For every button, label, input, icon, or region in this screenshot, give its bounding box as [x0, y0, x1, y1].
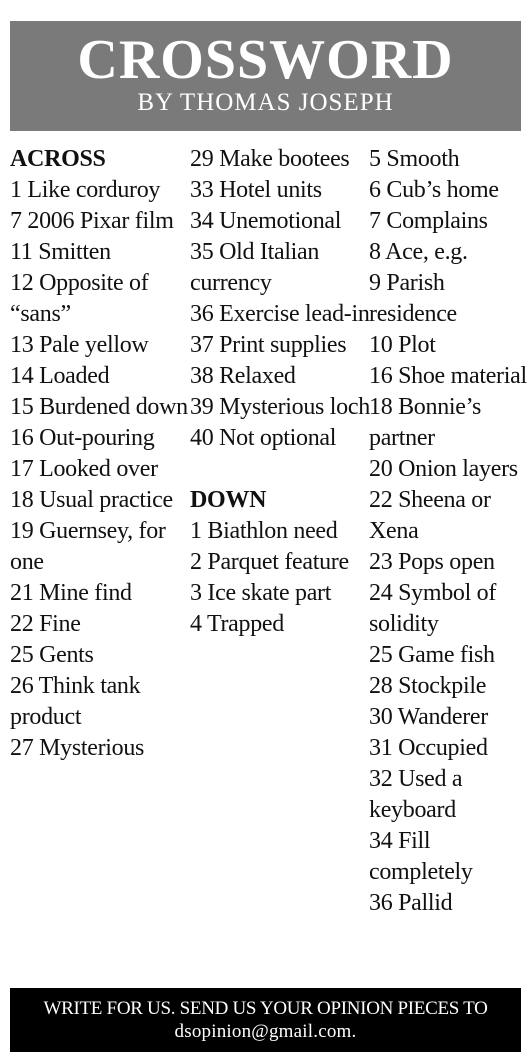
clue-column-1 — [10, 144, 192, 764]
clue-item: 36 Exercise lead-in — [190, 301, 370, 327]
clue-item: 19 Guernsey, for one — [10, 518, 166, 575]
clue-item: 17 Looked over — [10, 456, 158, 482]
clue-item: 8 Ace, e.g. — [369, 239, 468, 265]
clue-item: 27 Mysterious — [10, 735, 145, 761]
clue-item: 16 Out-pouring — [10, 425, 155, 451]
crossword-byline: BY THOMAS JOSEPH — [137, 89, 394, 116]
clue-item: 40 Not optional — [190, 425, 337, 451]
across-clue-list — [10, 175, 192, 764]
clue-column-2 — [190, 144, 372, 640]
clue-item: 7 2006 Pixar film — [10, 208, 174, 234]
clue-item: 23 Pops open — [369, 549, 495, 575]
across-clue-list-continued — [190, 144, 372, 454]
clue-item: 22 Fine — [10, 611, 81, 637]
clue-item: 39 Mysterious loch — [190, 394, 370, 420]
clue-item: 1 Like corduroy — [10, 177, 161, 203]
clue-item: 29 Make bootees — [190, 146, 350, 172]
clue-item: 36 Pallid — [369, 890, 453, 916]
clue-item: 18 Bonnie’s partner — [369, 394, 482, 451]
clue-item: 30 Wanderer — [369, 704, 488, 730]
clue-item: 38 Relaxed — [190, 363, 296, 389]
clue-item: 16 Shoe material — [369, 363, 527, 389]
clue-item: 21 Mine find — [10, 580, 132, 606]
submission-footer — [10, 988, 521, 1052]
across-heading: ACROSS — [10, 146, 106, 172]
clue-item: 34 Unemotional — [190, 208, 342, 234]
crossword-header — [10, 21, 521, 131]
footer-email: dsopinion@gmail.com. — [174, 1021, 357, 1042]
clue-item: 25 Game fish — [369, 642, 495, 668]
clue-item: 33 Hotel units — [190, 177, 322, 203]
clue-item: 35 Old Italian currency — [190, 239, 320, 296]
down-clue-list-continued — [369, 144, 527, 919]
clue-item: 24 Symbol of solidity — [369, 580, 497, 637]
clue-item: 12 Opposite of “sans” — [10, 270, 149, 327]
clue-item: 2 Parquet feature — [190, 549, 349, 575]
clue-item: 34 Fill completely — [369, 828, 473, 885]
clue-item: 1 Biathlon need — [190, 518, 338, 544]
crossword-title: CROSSWORD — [77, 29, 454, 91]
clue-column-3 — [369, 144, 527, 919]
down-heading: DOWN — [190, 487, 267, 513]
clue-item: 37 Print supplies — [190, 332, 347, 358]
clue-item: 13 Pale yellow — [10, 332, 149, 358]
clue-item: 11 Smitten — [10, 239, 111, 265]
clue-item: 22 Sheena or Xena — [369, 487, 491, 544]
down-clue-list — [190, 516, 372, 640]
clue-item: 31 Occupied — [369, 735, 488, 761]
footer-call-to-action: WRITE FOR US. SEND US YOUR OPINION PIECES TO — [43, 998, 488, 1019]
clue-item: 14 Loaded — [10, 363, 110, 389]
clue-item: 6 Cub’s home — [369, 177, 499, 203]
clue-item: 26 Think tank product — [10, 673, 141, 730]
clue-item: 9 Parish residence — [369, 270, 457, 327]
clue-item: 10 Plot — [369, 332, 436, 358]
clue-item: 5 Smooth — [369, 146, 460, 172]
clue-item: 25 Gents — [10, 642, 94, 668]
section-spacer — [190, 454, 372, 485]
clue-item: 3 Ice skate part — [190, 580, 332, 606]
clue-item: 28 Stockpile — [369, 673, 487, 699]
clue-item: 7 Complains — [369, 208, 488, 234]
clue-item: 20 Onion layers — [369, 456, 518, 482]
clue-item: 18 Usual practice — [10, 487, 173, 513]
clue-item: 15 Burdened down — [10, 394, 188, 420]
clue-item: 4 Trapped — [190, 611, 284, 637]
clue-item: 32 Used a keyboard — [369, 766, 463, 823]
